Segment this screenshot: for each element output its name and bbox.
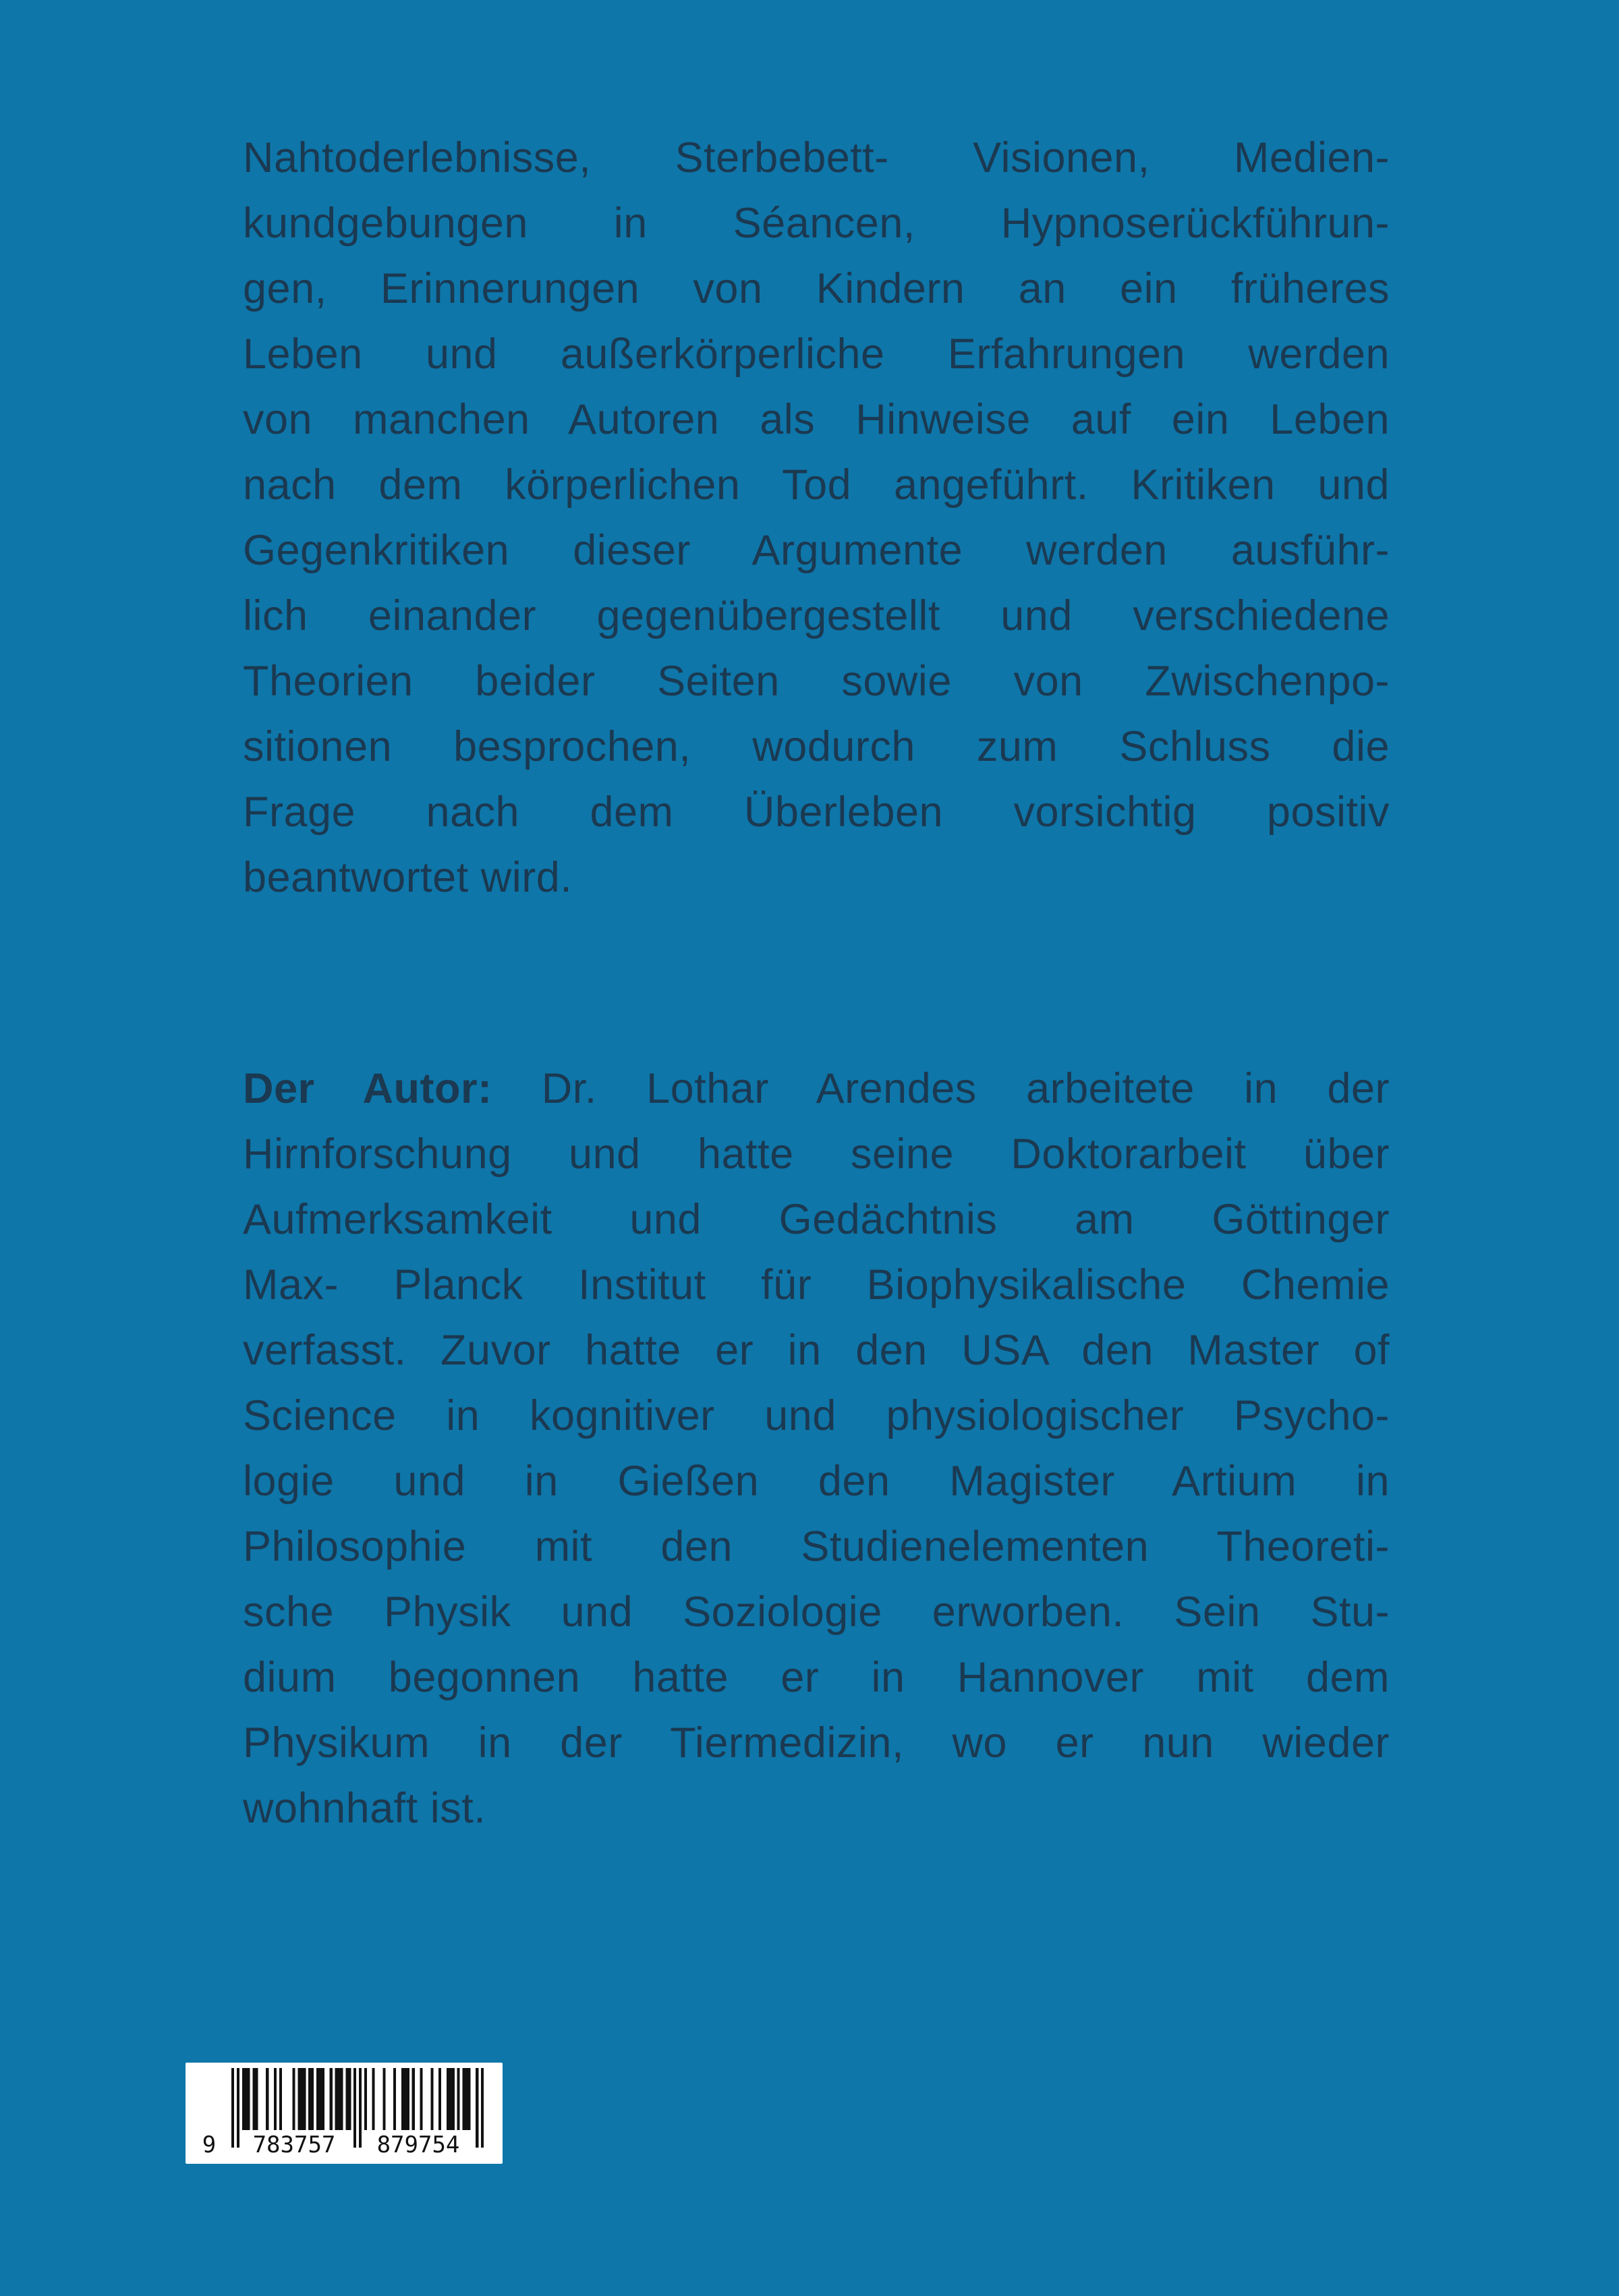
author-heading-bold: Der Autor:: [243, 1065, 492, 1112]
text-line: gen, Erinnerungen von Kindern an ein früheres: [243, 265, 1390, 312]
text-line: sche Physik und Soziologie erworben. Sein Stu-: [243, 1588, 1390, 1636]
isbn-first-digit: 9: [202, 2131, 217, 2158]
text-line: Gegenkritiken dieser Argumente werden ausführ-: [243, 527, 1390, 574]
author-paragraph: [243, 1056, 1390, 1841]
text-line: Aufmerksamkeit und Gedächtnis am Göttinger: [243, 1196, 1390, 1243]
text-line: dium begonnen hatte er in Hannover mit dem: [243, 1654, 1390, 1701]
text-line: nach dem körperlichen Tod angeführt. Kritiken und: [243, 461, 1390, 509]
text-line: verfasst. Zuvor hatte er in den USA den Master of: [243, 1327, 1390, 1374]
text-line: kundgebungen in Séancen, Hypnoserückführun-: [243, 200, 1390, 247]
text-line: Science in kognitiver und physiologischer Psycho-: [243, 1392, 1390, 1439]
isbn-right-group: 879754: [376, 2131, 460, 2158]
text-line: lich einander gegenübergestellt und verschiedene: [243, 592, 1390, 639]
text-line: beantwortet wird.: [243, 854, 573, 901]
text-line: Nahtoderlebnisse, Sterbebett- Visionen, Medien-: [243, 134, 1390, 181]
text-line: Leben und außerkörperliche Erfahrungen werden: [243, 331, 1390, 378]
text-line: sitionen besprochen, wodurch zum Schluss die: [243, 723, 1390, 770]
text-line: logie und in Gießen den Magister Artium in: [243, 1458, 1390, 1505]
text-line: Frage nach dem Überleben vorsichtig positiv: [243, 788, 1390, 836]
text-line: wohnhaft ist.: [243, 1785, 486, 1832]
text-line: Max- Planck Institut für Biophysikalische Chemie: [243, 1261, 1390, 1309]
text-line: Physikum in der Tiermedizin, wo er nun wieder: [243, 1719, 1390, 1767]
text-line: von manchen Autoren als Hinweise auf ein Leben: [243, 396, 1390, 443]
isbn-left-group: 783757: [252, 2131, 336, 2158]
synopsis-paragraph: [243, 125, 1390, 911]
text-line: Hirnforschung und hatte seine Doktorarbeit über: [243, 1130, 1390, 1178]
text-line: Theorien beider Seiten sowie von Zwischenpo-: [243, 658, 1390, 705]
isbn-barcode: [186, 2063, 503, 2164]
text-line: Philosophie mit den Studienelementen Theoreti-: [243, 1523, 1390, 1570]
text-line: Der Autor: Dr. Lothar Arendes arbeitete in der: [243, 1065, 1390, 1112]
